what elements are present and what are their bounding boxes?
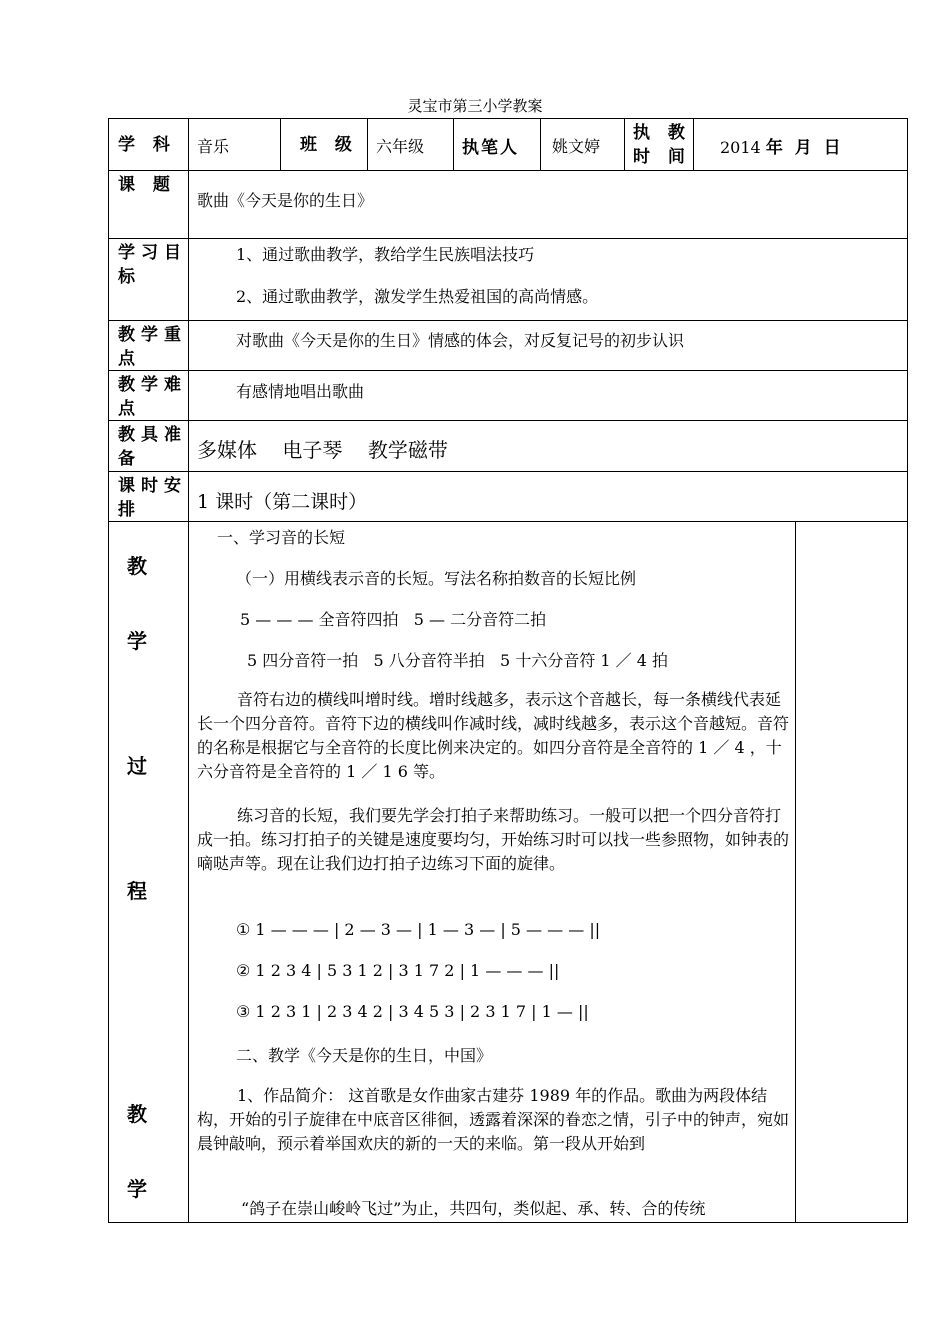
paragraph-continuation: “鸽子在崇山峻岭飞过”为止，共四句，类似起、承、转、合的传统 bbox=[241, 1199, 706, 1218]
goals-label-line2: 标 bbox=[118, 267, 141, 287]
row-divider bbox=[108, 170, 908, 171]
exercise-1: ① 1 — — — | 2 — 3 — | 1 — 3 — | 5 — — — || bbox=[236, 920, 601, 939]
hours-value: 1 课时（第二课时） bbox=[197, 491, 368, 513]
key-point-value: 对歌曲《今天是你的生日》情感的体会，对反复记号的初步认识 bbox=[236, 331, 685, 350]
process-inner-divider bbox=[795, 521, 796, 1223]
paragraph-introduction: 1、作品简介： 这首歌是女作曲家古建芬 1989 年的作品。歌曲为两段体结构，开始的引子旋律在中底音区徘徊，透露着深深的眷恋之情，引子中的钟声，宛如晨钟敲响，预示着举国欢庆的新的一天的来临。第一段从开始到 bbox=[197, 1086, 790, 1153]
author-label: 执笔人 bbox=[462, 138, 519, 158]
process-side-char: 教 bbox=[127, 1102, 147, 1126]
document-title: 灵宝市第三小学教案 bbox=[407, 97, 543, 115]
key-label-line1: 教学重 bbox=[118, 325, 187, 345]
paragraph-ties: 音符右边的横线叫增时线。增时线越多，表示这个音越长，每一条横线代表延长一个四分音符。音符下边的横线叫作减时线，减时线越多，表示这个音越短。音符的名称是根据它与全音符的长度比例来决定的。如四分音符是全音符的 1 ／ 4 ，十六分音符是全音符的 1 ／ 1 6 等。 bbox=[197, 690, 790, 781]
row-divider bbox=[108, 471, 908, 472]
topic-value: 歌曲《今天是你的生日》 bbox=[197, 191, 374, 210]
process-side-char: 过 bbox=[127, 754, 147, 778]
time-label-line1: 执 教 bbox=[633, 123, 691, 143]
class-label: 班 级 bbox=[300, 135, 358, 155]
exercise-3: ③ 1 2 3 1 | 2 3 4 2 | 3 4 5 3 | 2 3 1 7 | 1 — || bbox=[236, 1002, 589, 1021]
table-border-top bbox=[108, 118, 908, 119]
section-1-title: 一、学习音的长短 bbox=[217, 528, 346, 547]
goal-item-1: 1、通过歌曲教学，教给学生民族唱法技巧 bbox=[236, 245, 535, 264]
tools-label-line2: 备 bbox=[118, 449, 141, 469]
row-divider bbox=[108, 420, 908, 421]
topic-label: 课 题 bbox=[118, 175, 176, 195]
hours-label-line1: 课时安 bbox=[118, 476, 187, 496]
class-value: 六年级 bbox=[376, 137, 425, 156]
note-lengths-line-1: 5 — — — 全音符四拍 5 — 二分音符二拍 bbox=[240, 610, 547, 629]
table-border-left bbox=[108, 118, 109, 1223]
row-divider bbox=[108, 320, 908, 321]
paragraph-beats: 练习音的长短，我们要先学会打拍子来帮助练习。一般可以把一个四分音符打成一拍。练习打拍子的关键是速度要均匀，开始练习时可以找一些参照物，如钟表的嘀哒声等。现在让我们边打拍子边练习下面的旋律。 bbox=[197, 806, 790, 873]
time-label-line2: 时 间 bbox=[633, 147, 691, 167]
section-2-title: 二、教学《今天是你的生日，中国》 bbox=[236, 1046, 493, 1065]
table-border-bottom bbox=[108, 1222, 908, 1223]
tools-value: 多媒体 电子琴 教学磁带 bbox=[197, 438, 448, 462]
row-divider bbox=[108, 370, 908, 371]
difficulty-label-line2: 点 bbox=[118, 399, 141, 419]
section-1-subtitle: （一）用横线表示音的长短。写法名称拍数音的长短比例 bbox=[236, 569, 637, 588]
process-side-char: 教 bbox=[127, 554, 147, 578]
label-column-divider bbox=[188, 118, 189, 1223]
subject-value: 音乐 bbox=[197, 137, 230, 156]
row-divider bbox=[108, 521, 908, 522]
difficulty-label-line1: 教学难 bbox=[118, 375, 187, 395]
info-divider bbox=[453, 118, 454, 170]
hours-label-line2: 排 bbox=[118, 500, 141, 520]
process-side-char: 学 bbox=[127, 1177, 147, 1201]
goals-label-line1: 学习目 bbox=[118, 243, 187, 263]
process-side-char: 程 bbox=[127, 879, 147, 903]
date-suffix: 年 月 日 bbox=[765, 138, 844, 158]
process-side-char: 学 bbox=[127, 629, 147, 653]
info-divider bbox=[540, 118, 541, 170]
info-divider bbox=[624, 118, 625, 170]
exercise-2: ② 1 2 3 4 | 5 3 1 2 | 3 1 7 2 | 1 — — — || bbox=[236, 961, 560, 980]
key-label-line2: 点 bbox=[118, 349, 141, 369]
subject-label: 学 科 bbox=[118, 135, 176, 155]
author-value: 姚文婷 bbox=[552, 137, 601, 156]
table-border-right bbox=[907, 118, 908, 1223]
info-divider bbox=[280, 118, 281, 170]
goal-item-2: 2、通过歌曲教学，激发学生热爱祖国的高尚情感。 bbox=[236, 287, 599, 306]
info-divider bbox=[367, 118, 368, 170]
row-divider bbox=[108, 238, 908, 239]
date-year: 2014 bbox=[720, 138, 761, 157]
note-lengths-line-2: 5 四分音符一拍 5 八分音符半拍 5 十六分音符 1 ／ 4 拍 bbox=[247, 651, 669, 670]
date-value bbox=[720, 133, 844, 158]
info-divider bbox=[693, 118, 694, 170]
tools-label-line1: 教具准 bbox=[118, 425, 187, 445]
difficulty-value: 有感情地唱出歌曲 bbox=[236, 382, 365, 401]
